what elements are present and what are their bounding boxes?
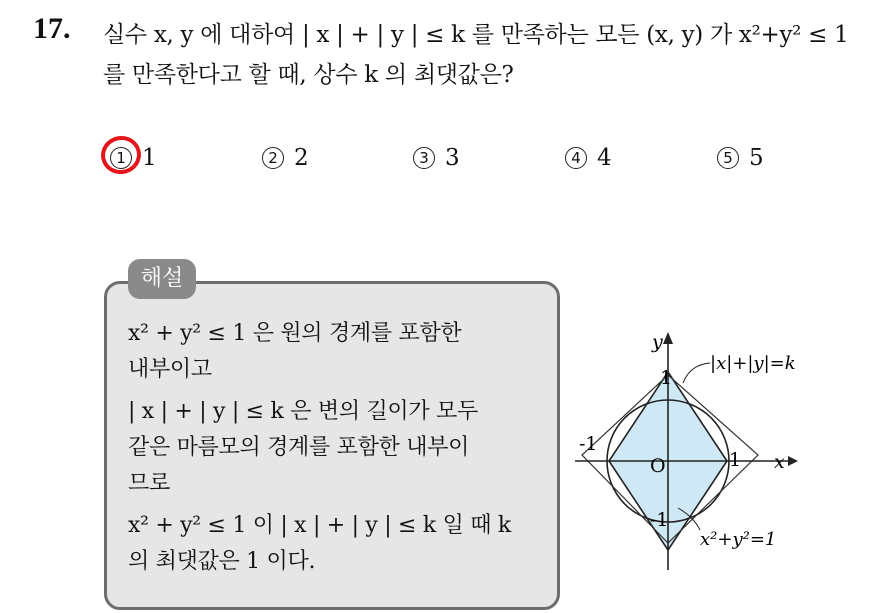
neg-one-label-left: -1 xyxy=(579,433,598,455)
choice-number-circle: 1 xyxy=(110,147,132,169)
choice-value: 3 xyxy=(445,145,460,171)
graph-diagram xyxy=(570,320,870,610)
solution-tag: 해설 xyxy=(128,259,196,299)
solution-line: | x | + | y | ≤ k 은 변의 길이가 모두 xyxy=(128,399,478,424)
x-axis-label: x xyxy=(774,451,785,473)
solution-line: x² + y² ≤ 1 은 원의 경계를 포함한 xyxy=(128,321,462,346)
choice-value: 1 xyxy=(142,145,157,171)
solution-line: 같은 마름모의 경계를 포함한 내부이 xyxy=(128,435,470,460)
choice-4[interactable] xyxy=(565,145,612,171)
choice-5[interactable] xyxy=(717,145,764,171)
y-axis-label: y xyxy=(652,331,663,353)
rhombus-label: |x|+|y|=k xyxy=(710,353,796,374)
question-number: 17. xyxy=(33,12,71,45)
question-line-1: 실수 x, y 에 대하여 | x | + | y | ≤ k 를 만족하는 모든 (x, y) 가 x²+y² ≤ 1 xyxy=(103,22,849,48)
choice-3[interactable] xyxy=(413,145,460,171)
choice-1[interactable] xyxy=(110,145,157,171)
choice-number-circle: 3 xyxy=(413,147,435,169)
rhombus-label-leader xyxy=(683,363,710,383)
one-label-right: 1 xyxy=(729,449,742,471)
choice-number-circle: 5 xyxy=(717,147,739,169)
choice-number-circle: 4 xyxy=(565,147,587,169)
neg-one-label-bottom: -1 xyxy=(650,509,669,531)
solution-line: 의 최댓값은 1 이다. xyxy=(128,549,316,574)
choice-value: 5 xyxy=(749,145,764,171)
solution-line: x² + y² ≤ 1 이 | x | + | y | ≤ k 일 때 k xyxy=(128,513,511,538)
choice-value: 2 xyxy=(294,145,309,171)
y-axis-arrow xyxy=(663,332,673,344)
circle-label: x²+y²=1 xyxy=(700,529,777,550)
solution-line: 내부이고 xyxy=(128,357,212,382)
one-label-top: 1 xyxy=(660,367,673,389)
choice-number-circle: 2 xyxy=(262,147,284,169)
question-line-2: 를 만족한다고 할 때, 상수 k 의 최댓값은? xyxy=(103,62,514,88)
x-axis-arrow xyxy=(788,456,798,466)
origin-label: O xyxy=(650,455,666,477)
choice-2[interactable] xyxy=(262,145,309,171)
solution-line: 므로 xyxy=(128,471,170,496)
choice-value: 4 xyxy=(597,145,612,171)
